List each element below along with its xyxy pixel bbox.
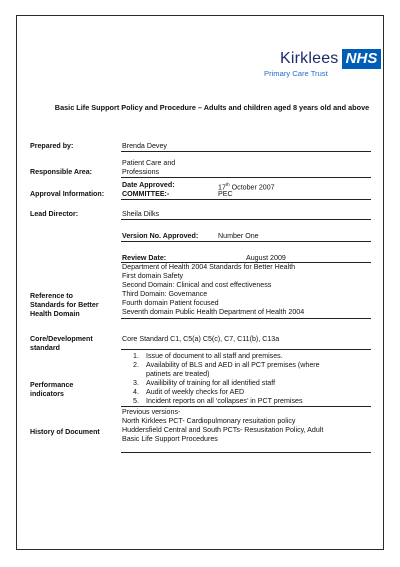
performance-item-num: 1. xyxy=(133,352,139,360)
performance-item: Availability of BLS and AED in all PCT premises (where xyxy=(146,361,320,369)
history-label: History of Document xyxy=(30,428,100,436)
core-value: Core Standard C1, C5(a) C5(c), C7, C11(b), C13a xyxy=(122,335,280,343)
standards-line: First domain Safety xyxy=(122,272,184,280)
standards-line: Seventh domain Public Health Department of Health 2004 xyxy=(122,308,305,316)
version-value: Number One xyxy=(218,232,259,240)
prepared-by-value: Brenda Devey xyxy=(122,142,167,150)
approval-underline xyxy=(121,199,371,200)
committee-value: PEC xyxy=(218,190,233,198)
prepared-by-underline xyxy=(121,151,371,152)
performance-underline xyxy=(121,406,371,407)
responsible-area-value-line2: Professions xyxy=(122,168,160,176)
performance-label-line2: indicators xyxy=(30,390,64,398)
core-label-line1: Core/Development xyxy=(30,335,93,343)
history-underline xyxy=(121,452,371,453)
performance-item-num: 3. xyxy=(133,379,139,387)
history-line: Huddersfield Central and South PCTs- Resusitation Policy, Adult xyxy=(122,426,324,434)
history-line: Basic Life Support Procedures xyxy=(122,435,218,443)
lead-director-underline xyxy=(121,219,371,220)
nhs-logo: NHS xyxy=(342,49,381,69)
version-label: Version No. Approved: xyxy=(122,232,199,240)
kirklees-logo-text: Kirklees xyxy=(280,50,339,67)
document-title: Basic Life Support Policy and Procedure – Adults and children aged 8 years old and above xyxy=(54,103,370,112)
performance-item: Audit of weekly checks for AED xyxy=(146,388,245,396)
date-approved-value: 17th October 2007 xyxy=(218,182,275,192)
core-underline xyxy=(121,349,371,350)
committee-label: COMMITTEE:- xyxy=(122,190,170,198)
standards-label-line3: Health Domain xyxy=(30,310,80,318)
history-line: Previous versions- xyxy=(122,408,181,416)
standards-line: Department of Health 2004 Standards for Better Health xyxy=(122,263,296,271)
primary-care-trust-label: Primary Care Trust xyxy=(264,69,328,78)
performance-item-num: 4. xyxy=(133,388,139,396)
standards-label-line2: Standards for Better xyxy=(30,301,99,309)
version-underline xyxy=(121,241,371,242)
date-approved-label: Date Approved: xyxy=(122,181,175,189)
standards-underline xyxy=(121,318,371,319)
review-date-value: August 2009 xyxy=(246,254,286,262)
lead-director-value: Sheila Dilks xyxy=(122,210,160,218)
performance-label-line1: Performance xyxy=(30,381,74,389)
responsible-area-underline xyxy=(121,177,371,178)
standards-line: Second Domain: Clinical and cost effectiveness xyxy=(122,281,272,289)
performance-item: Incident reports on all ‘collapses’ in PCT premises xyxy=(146,397,303,405)
performance-item: Availibility of training for all identified staff xyxy=(146,379,276,387)
standards-line: Fourth domain Patient focused xyxy=(122,299,219,307)
prepared-by-label: Prepared by: xyxy=(30,142,74,150)
performance-item-num: 2. xyxy=(133,361,139,369)
performance-item: patinets are treated) xyxy=(146,370,210,378)
review-date-label: Review Date: xyxy=(122,254,167,262)
performance-item-num: 5. xyxy=(133,397,139,405)
approval-information-label: Approval Information: xyxy=(30,190,105,198)
lead-director-label: Lead Director: xyxy=(30,210,79,218)
standards-label-line1: Reference to xyxy=(30,292,73,300)
history-line: North Kirklees PCT- Cardiopulmonary resuitation policy xyxy=(122,417,296,425)
performance-item: Issue of document to all staff and premises. xyxy=(146,352,283,360)
standards-line: Third Domain: Governance xyxy=(122,290,208,298)
responsible-area-value-line1: Patient Care and xyxy=(122,159,176,167)
core-label-line2: standard xyxy=(30,344,60,352)
responsible-area-label: Responsible Area: xyxy=(30,168,93,176)
